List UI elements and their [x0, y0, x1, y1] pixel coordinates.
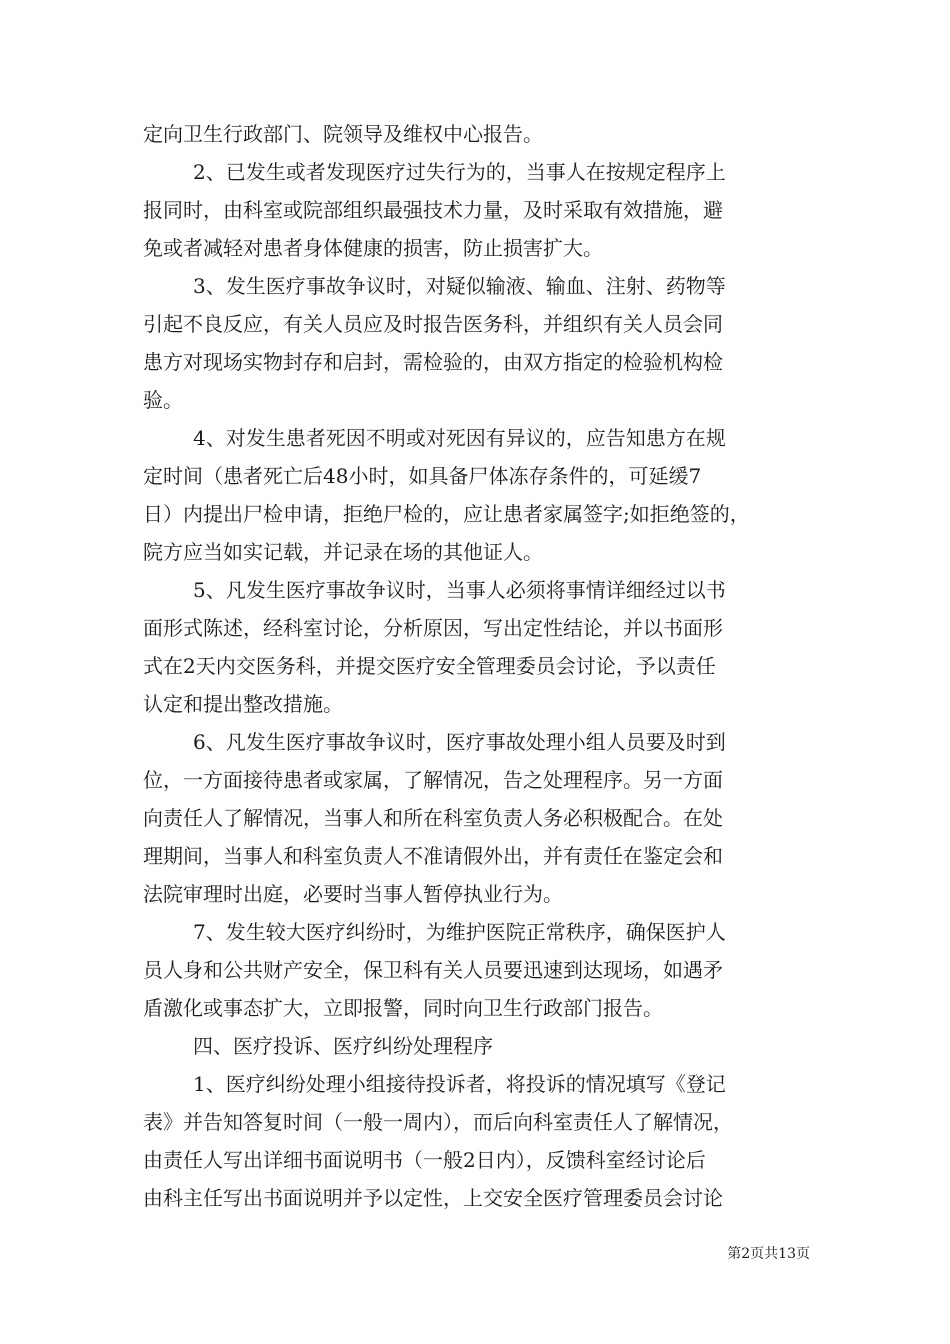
- text-line: 2、已发生或者发现医疗过失行为的，当事人在按规定程序上: [193, 160, 726, 184]
- text-line: 认定和提出整改措施。: [143, 692, 343, 716]
- text-line: 院方应当如实记载，并记录在场的其他证人。: [143, 540, 543, 564]
- text-line: 患方对现场实物封存和启封，需检验的，由双方指定的检验机构检: [143, 350, 723, 374]
- text-line: 1、医疗纠纷处理小组接待投诉者，将投诉的情况填写《登记: [193, 1072, 726, 1096]
- text-line: 日）内提出尸检申请，拒绝尸检的，应让患者家属签字;如拒绝签的，: [143, 502, 750, 526]
- text-line: 验。: [143, 388, 183, 412]
- paragraph: [143, 419, 808, 571]
- text-line: 3、发生医疗事故争议时，对疑似输液、输血、注射、药物等: [193, 274, 726, 298]
- text-line: 由科主任写出书面说明并予以定性，上交安全医疗管理委员会讨论: [143, 1186, 723, 1210]
- paragraph: [143, 913, 808, 1027]
- text-line: 引起不良反应，有关人员应及时报告医务科，并组织有关人员会同: [143, 312, 723, 336]
- text-line: 4、对发生患者死因不明或对死因有异议的，应告知患方在规: [193, 426, 726, 450]
- text-line: 表》并告知答复时间（一般一周内），而后向科室责任人了解情况，: [143, 1110, 733, 1134]
- text-line: 由责任人写出详细书面说明书（一般2日内），反馈科室经讨论后: [143, 1148, 706, 1172]
- text-line: 员人身和公共财产安全，保卫科有关人员要迅速到达现场，如遇矛: [143, 958, 723, 982]
- text-line: 定时间（患者死亡后48小时，如具备尸体冻存条件的，可延缓7: [143, 464, 702, 488]
- paragraph: [143, 115, 808, 153]
- text-line: 面形式陈述，经科室讨论，分析原因，写出定性结论，并以书面形: [143, 616, 723, 640]
- text-line: 理期间，当事人和科室负责人不准请假外出，并有责任在鉴定会和: [143, 844, 723, 868]
- paragraph: [143, 153, 808, 267]
- text-line: 免或者减轻对患者身体健康的损害，防止损害扩大。: [143, 236, 603, 260]
- text-line: 报同时，由科室或院部组织最强技术力量，及时采取有效措施，避: [143, 198, 723, 222]
- document-body: [143, 115, 808, 1217]
- text-line: 6、凡发生医疗事故争议时，医疗事故处理小组人员要及时到: [193, 730, 726, 754]
- paragraph: [143, 267, 808, 419]
- paragraph: [143, 1027, 808, 1065]
- text-line: 法院审理时出庭，必要时当事人暂停执业行为。: [143, 882, 563, 906]
- text-line: 盾激化或事态扩大，立即报警，同时向卫生行政部门报告。: [143, 996, 663, 1020]
- text-line: 位，一方面接待患者或家属，了解情况，告之处理程序。另一方面: [143, 768, 723, 792]
- text-line: 定向卫生行政部门、院领导及维权中心报告。: [143, 122, 543, 146]
- text-line: 四、医疗投诉、医疗纠纷处理程序: [193, 1034, 493, 1058]
- paragraph: [143, 723, 808, 913]
- text-line: 向责任人了解情况，当事人和所在科室负责人务必积极配合。在处: [143, 806, 723, 830]
- page-number: 第2页共13页: [727, 1246, 810, 1262]
- paragraph: [143, 571, 808, 723]
- text-line: 7、发生较大医疗纠纷时，为维护医院正常秩序，确保医护人: [193, 920, 726, 944]
- paragraph: [143, 1065, 808, 1217]
- text-line: 5、凡发生医疗事故争议时，当事人必须将事情详细经过以书: [193, 578, 726, 602]
- text-line: 式在2天内交医务科，并提交医疗安全管理委员会讨论，予以责任: [143, 654, 716, 678]
